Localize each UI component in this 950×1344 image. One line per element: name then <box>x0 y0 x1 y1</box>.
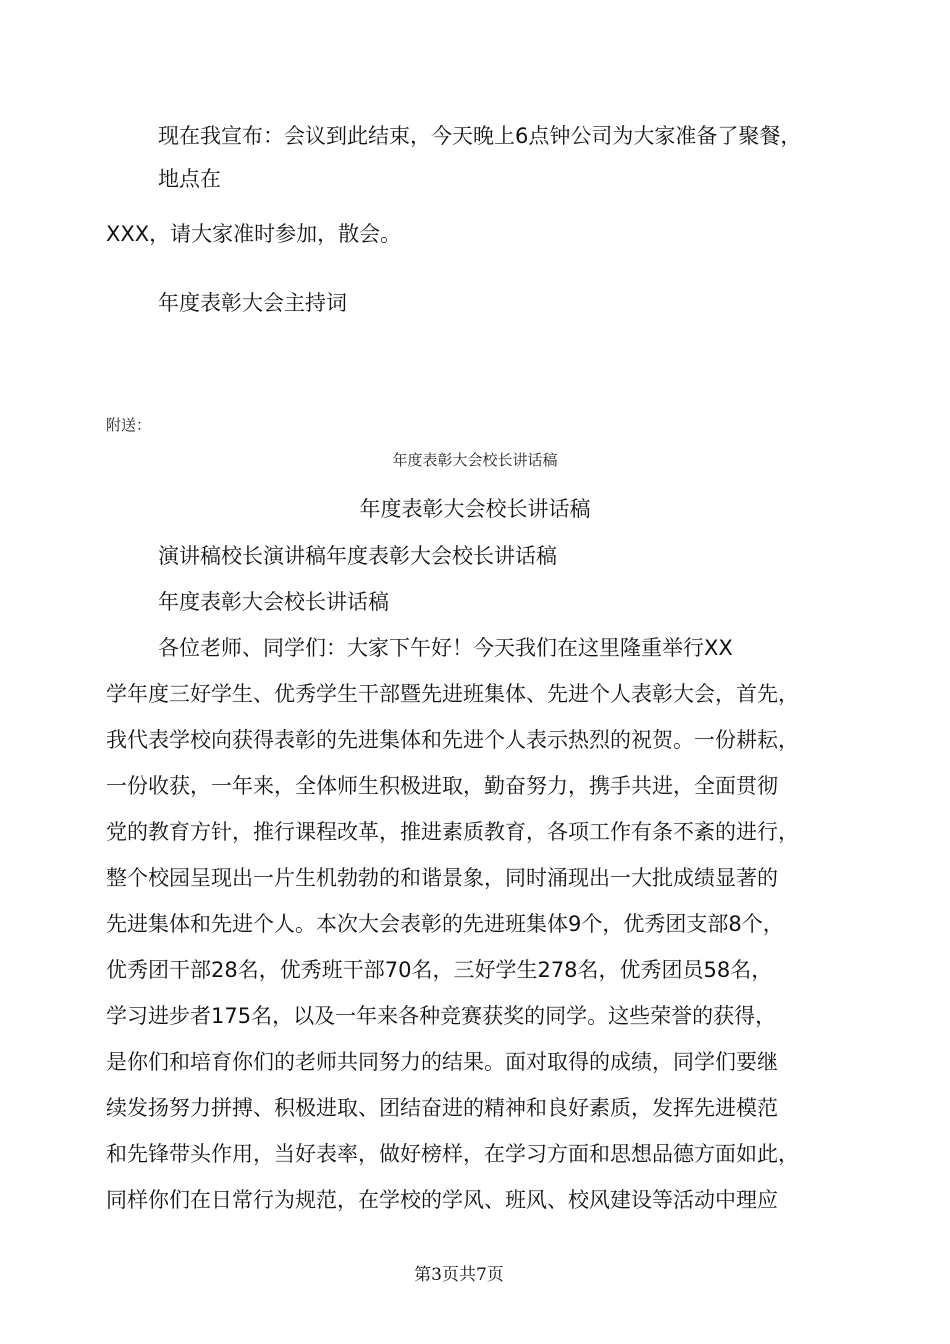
speech-repeat-title: 年度表彰大会校长讲话稿 <box>158 590 389 614</box>
speech-line: 是你们和培育你们的老师共同努力的结果。面对取得的成绩，同学们要继 <box>106 1050 778 1074</box>
closing-paragraph-line-3: XXX，请大家准时参加，散会。 <box>106 222 402 246</box>
closing-paragraph-line-1: 现在我宣布：会议到此结束，今天晚上6点钟公司为大家准备了聚餐， <box>158 124 802 148</box>
appendix-label: 附送： <box>106 416 152 434</box>
speech-line: 同样你们在日常行为规范，在学校的学风、班风、校风建设等活动中理应 <box>106 1188 778 1212</box>
speech-category-line: 演讲稿校长演讲稿年度表彰大会校长讲话稿 <box>158 544 557 568</box>
appendix-small-title: 年度表彰大会校长讲话稿 <box>392 451 558 469</box>
speech-line: 优秀团干部28名，优秀班干部70名，三好学生278名，优秀团员58名， <box>106 958 773 982</box>
speech-line: 和先锋带头作用，当好表率，做好榜样，在学习方面和思想品德方面如此， <box>106 1142 799 1166</box>
speech-line: 先进集体和先进个人。本次大会表彰的先进班集体9个，优秀团支部8个， <box>106 912 784 936</box>
speech-line: 各位老师、同学们：大家下午好！今天我们在这里隆重举行XX <box>158 636 733 660</box>
speech-title: 年度表彰大会校长讲话稿 <box>359 497 591 521</box>
page-number-footer: 第3页共7页 <box>414 1265 504 1285</box>
closing-paragraph-line-2: 地点在 <box>158 167 221 191</box>
speech-line: 学习进步者175名，以及一年来各种竞赛获奖的同学。这些荣誉的获得， <box>106 1004 777 1028</box>
speech-line: 党的教育方针，推行课程改革，推进素质教育，各项工作有条不紊的进行， <box>106 820 799 844</box>
speech-line: 续发扬努力拼搏、积极进取、团结奋进的精神和良好素质，发挥先进模范 <box>106 1096 778 1120</box>
speech-line: 学年度三好学生、优秀学生干部暨先进班集体、先进个人表彰大会，首先， <box>106 682 799 706</box>
speech-line: 一份收获，一年来，全体师生积极进取，勤奋努力，携手共进，全面贯彻 <box>106 774 778 798</box>
section-subtitle: 年度表彰大会主持词 <box>158 291 347 315</box>
speech-line: 我代表学校向获得表彰的先进集体和先进个人表示热烈的祝贺。一份耕耘， <box>106 728 799 752</box>
speech-line: 整个校园呈现出一片生机勃勃的和谐景象，同时涌现出一大批成绩显著的 <box>106 866 778 890</box>
